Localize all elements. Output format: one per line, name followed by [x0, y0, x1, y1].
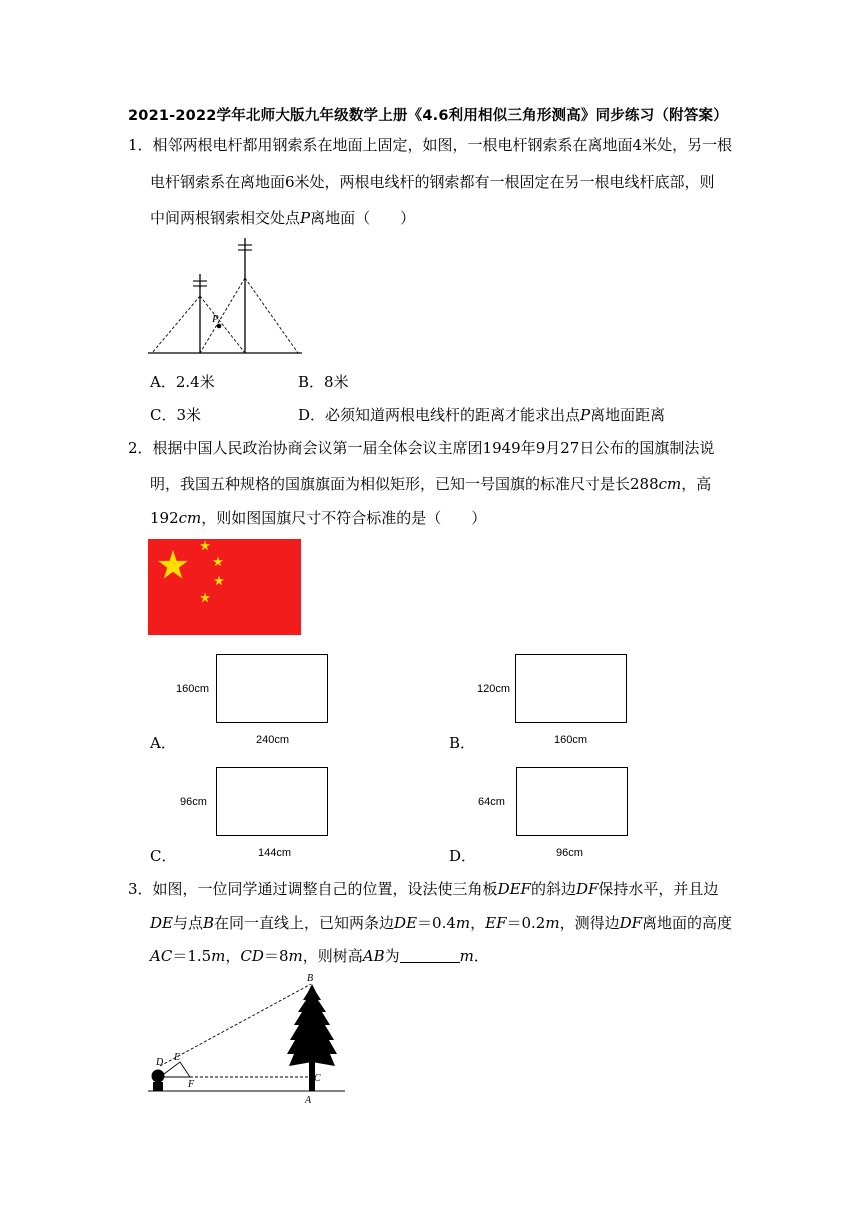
q2-line2: 明，我国五种规格的国旗旗面为相似矩形，已知一号国旗的标准尺寸是长288cm，高 — [150, 475, 712, 493]
page-title: 2021-2022学年北师大版九年级数学上册《4.6利用相似三角形测高》同步练习（附答案） — [128, 108, 728, 124]
label-c: C — [314, 1073, 321, 1084]
q3-line2: DE与点B在同一直线上，已知两条边DE＝0.4m，EF＝0.2m，测得边DF离地面的高度 — [150, 914, 733, 932]
q1-line1: 1．相邻两根电杆都用钢索系在地面上固定，如图，一根电杆钢索系在离地面4米处，另一根 — [128, 136, 733, 154]
q1-number: 1． — [128, 136, 153, 154]
label-d: D — [156, 1057, 164, 1068]
q1-option-d: D．必须知道两根电线杆的距离才能求出点P离地面距离 — [298, 406, 666, 424]
q2-option-b-letter: B． — [449, 734, 476, 752]
q2-line1: 2．根据中国人民政治协商会议第一届全体会议主席团1949年9月27日公布的国旗制法说 — [128, 439, 715, 457]
q2-option-b-rect — [515, 654, 627, 723]
q3-number: 3． — [128, 880, 153, 898]
q2-option-c-letter: C． — [150, 847, 177, 865]
q2-option-a-rect — [216, 654, 328, 723]
tree-crown — [287, 984, 337, 1066]
q2-option-d-rect — [516, 767, 628, 836]
flag-field — [148, 539, 301, 635]
answer-blank — [400, 948, 460, 963]
q1-line3: 中间两根钢索相交处点P离地面（ ） — [150, 209, 416, 227]
short-pole-outer-cable — [152, 296, 200, 353]
short-pole-inner-cable — [200, 296, 245, 353]
label-b: B — [307, 973, 314, 984]
q2-number: 2． — [128, 439, 153, 457]
q1-option-a: A．2.4米 — [150, 373, 215, 391]
q2-option-c-width: 144cm — [258, 847, 292, 859]
q1-option-b: B．8米 — [298, 373, 349, 391]
q2-option-d-height: 64cm — [478, 796, 505, 808]
q3-line3: AC＝1.5m，CD＝8m，则树高AB为 m． — [150, 947, 489, 965]
q1-option-c: C．3米 — [150, 406, 202, 424]
label-f: F — [188, 1079, 195, 1090]
q2-option-d-letter: D． — [449, 847, 477, 865]
q1-line2: 电杆钢索系在离地面6米处，两根电线杆的钢索都有一根固定在另一根电线杆底部，则 — [150, 173, 715, 191]
q2-option-a-letter: A． — [150, 734, 176, 752]
q1-poles-figure — [140, 234, 310, 360]
triangle-def — [160, 1062, 190, 1077]
tall-pole-outer-cable — [245, 278, 298, 353]
q2-option-a-height: 160cm — [176, 683, 210, 695]
point-p-label: P — [212, 313, 219, 325]
tall-pole-inner-cable — [200, 278, 245, 353]
q2-line3: 192cm，则如图国旗尺寸不符合标准的是（ ） — [150, 509, 487, 527]
q2-option-d-width: 96cm — [556, 847, 583, 859]
q2-option-b-width: 160cm — [554, 734, 588, 746]
q3-line1: 3．如图，一位同学通过调整自己的位置，设法使三角板DEF的斜边DF保持水平，并且边 — [128, 880, 719, 898]
q3-tree-figure — [140, 970, 355, 1108]
person-body — [153, 1082, 163, 1091]
q2-option-c-height: 96cm — [180, 796, 207, 808]
q2-option-c-rect — [216, 767, 328, 836]
q2-option-b-height: 120cm — [477, 683, 511, 695]
label-a: A — [305, 1095, 312, 1106]
person-head — [152, 1070, 165, 1083]
q2-option-a-width: 240cm — [256, 734, 290, 746]
label-e: E — [174, 1052, 181, 1063]
chinese-flag-image — [148, 539, 301, 635]
